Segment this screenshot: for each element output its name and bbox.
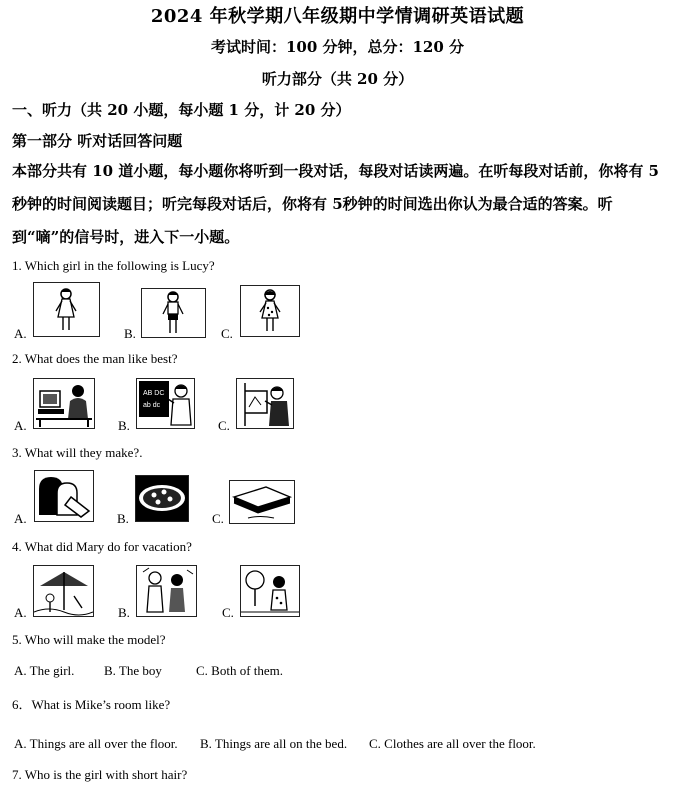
artist-painting-icon[interactable] [236, 378, 294, 429]
q6-option-a[interactable]: A. Things are all over the floor. [14, 736, 178, 751]
pizza-icon[interactable] [135, 475, 189, 522]
girl-short-hair-icon[interactable] [240, 285, 300, 337]
q4-option-b[interactable]: B. [118, 605, 130, 620]
q5-option-c[interactable]: C. Both of them. [196, 663, 284, 678]
computer-desk-icon[interactable] [33, 378, 95, 429]
sandwich-icon[interactable] [229, 480, 295, 524]
q3-option-a[interactable]: A. [14, 511, 27, 526]
section-title: 听力部分（共 20 分） [261, 70, 414, 88]
q5-option-a[interactable]: A. The girl. [14, 663, 75, 678]
girl-long-skirt-icon[interactable] [33, 282, 100, 337]
sightseeing-icon[interactable] [136, 565, 197, 617]
teacher-blackboard-icon[interactable] [136, 378, 195, 429]
q6-option-b[interactable]: B. Things are all on the bed. [200, 736, 348, 751]
board-text-1: AB DC [143, 390, 165, 397]
question-5: 5. Who will make the model? [12, 632, 166, 647]
page-title: 2024 年秋学期八年级期中学情调研英语试题 [150, 6, 525, 27]
park-icon[interactable] [240, 565, 300, 617]
q5-option-b[interactable]: B. The boy [104, 663, 162, 678]
beach-icon[interactable] [33, 565, 94, 617]
question-2: 2. What does the man like best? [12, 351, 178, 366]
q4-option-a[interactable]: A. [14, 605, 27, 620]
q6-option-c[interactable]: C. Clothes are all over the floor. [369, 736, 536, 751]
part-subheading: 第一部分 听对话回答问题 [12, 132, 183, 150]
q1-option-c[interactable]: C. [221, 326, 233, 341]
exam-info: 考试时间：100 分钟，总分：120 分 [210, 38, 465, 56]
question-3: 3. What will they make?. [12, 445, 143, 460]
question-7: 7. Who is the girl with short hair? [12, 767, 188, 782]
question-1: 1. Which girl in the following is Lucy? [12, 258, 215, 273]
q4-option-c[interactable]: C. [222, 605, 234, 620]
question-4: 4. What did Mary do for vacation? [12, 539, 192, 554]
board-text-2: ab dc [143, 402, 161, 409]
bread-icon[interactable] [34, 470, 94, 522]
q2-option-b[interactable]: B. [118, 418, 130, 433]
question-6: 6．What is Mike’s room like? [12, 697, 171, 712]
girl-shorts-icon[interactable] [141, 288, 206, 338]
q3-option-b[interactable]: B. [117, 511, 129, 526]
q1-option-a[interactable]: A. [14, 326, 27, 341]
part-heading: 一、听力（共 20 小题，每小题 1 分，计 20 分） [12, 101, 351, 119]
q1-option-b[interactable]: B. [124, 326, 136, 341]
q3-option-c[interactable]: C. [212, 511, 224, 526]
q2-option-a[interactable]: A. [14, 418, 27, 433]
instructions: 本部分共有 10 道小题，每小题你将听到一段对话，每段对话读两遍。在听每段对话前，你将有 5 秒钟的时间阅读题目；听完每段对话后，你将有 5秒钟的时间选出你认为最合适的答案。听到“嘀”的信号时，进入下一小题。 [12, 162, 659, 246]
q2-option-c[interactable]: C. [218, 418, 230, 433]
